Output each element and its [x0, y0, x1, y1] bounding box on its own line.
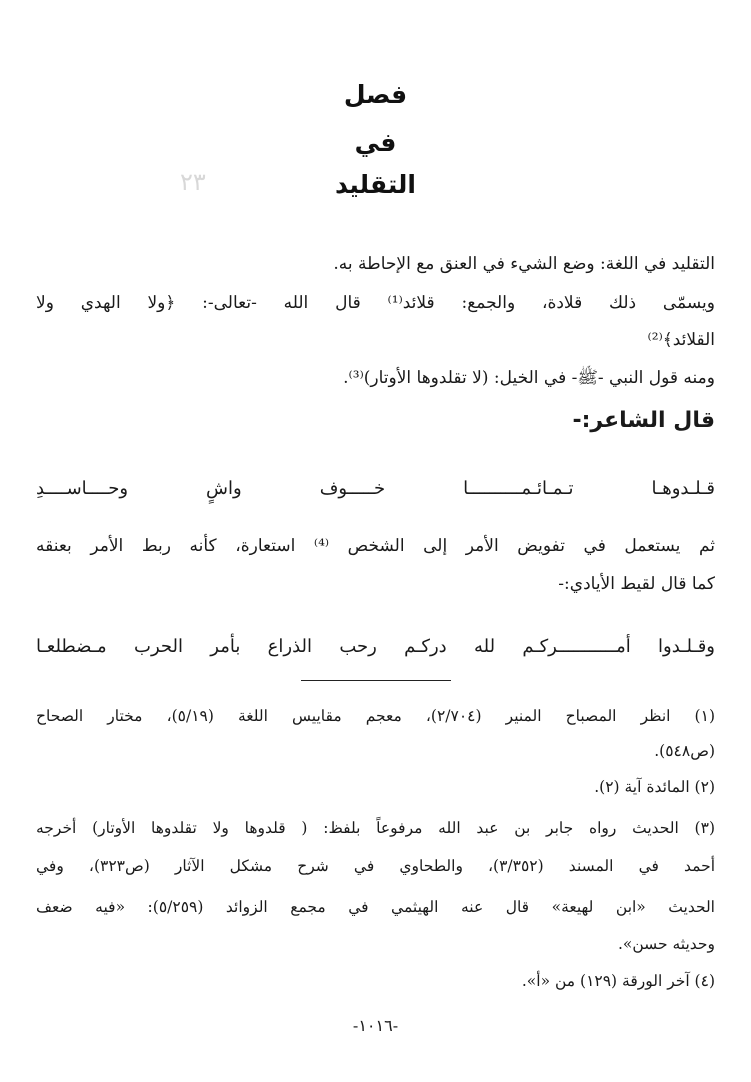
verse-2-word: الذراع [267, 636, 313, 657]
footnote-1-line-2: (ص٥٤٨). [654, 742, 715, 760]
paragraph-naming-line-2: القلائد﴾⁽²⁾ [647, 330, 715, 350]
paragraph-naming-line-1: ويسمّى ذلك قلادة، والجمع: قلائد⁽¹⁾ قال الله -تعالى-: ﴿ولا الهدي ولا [36, 293, 715, 313]
paragraph-metaphor-line-2: كما قال لقيط الأيادي:- [558, 574, 715, 594]
footnote-4: (٤) آخر الورقة (١٢٩) من «أ». [521, 972, 715, 990]
footnote-2: (٢) المائدة آية (٢). [594, 778, 715, 796]
paragraph-hadith: ومنه قول النبي -ﷺ- في الخيل: (لا تقلدوها الأوتار)⁽³⁾. [343, 368, 715, 388]
poet-heading: قال الشاعر:- [572, 408, 715, 433]
verse-2-word: أمـــــــــــركـم [522, 636, 631, 657]
footnote-3-line-4: وحديثه حسن». [617, 935, 715, 953]
verse-2-word: رحب [339, 636, 377, 657]
footnote-3-line-3: الحديث «ابن لهيعة» قال عنه الهيثمي في مجمع الزوائد (٥/٢٥٩): «فيه ضعف [36, 898, 715, 916]
page-number: -١٠١٦- [352, 1016, 399, 1035]
chapter-title-line-1: فصل [343, 80, 408, 109]
footnote-1-line-1: (١) انظر المصباح المنير (٢/٧٠٤)، معجم مقاييس اللغة (٥/١٩)، مختار الصحاح [36, 707, 715, 725]
paragraph-definition: التقليد في اللغة: وضع الشيء في العنق مع الإحاطة به. [333, 254, 715, 274]
verse-1-word: تـمـائـمــــــــــا [463, 478, 574, 499]
verse-1-word: واشٍ [206, 478, 242, 499]
chapter-title-line-2: في [354, 128, 397, 157]
verse-2-word: دركـم [404, 636, 447, 657]
footnote-3-line-1: (٣) الحديث رواه جابر بن عبد الله مرفوعاً بلفظ: ( قلدوها ولا تقلدوها الأوتار) أخرجه [36, 819, 715, 837]
verse-2-word: بأمر [210, 636, 241, 657]
verse-2-word: مـضطلعـا [36, 636, 107, 657]
chapter-title-line-3: التقليد [334, 170, 416, 199]
verse-1-word: وحــــاســــدِ [36, 478, 129, 499]
verse-1-word: قـلـدوهـا [651, 478, 715, 499]
verse-1-word: خـــــوف [319, 478, 386, 499]
paragraph-metaphor-line-1: ثم يستعمل في تفويض الأمر إلى الشخص ⁽⁴⁾ استعارة، كأنه ربط الأمر بعنقه [36, 536, 715, 556]
verse-line-1 [36, 478, 715, 499]
faint-page-mark: ٢٣ [180, 168, 206, 196]
verse-2-word: الحرب [134, 636, 183, 657]
footnote-3-line-2: أحمد في المسند (٣/٣٥٢)، والطحاوي في شرح مشكل الآثار (ص٣٢٣)، وفي [36, 857, 715, 875]
verse-2-word: لله [473, 636, 496, 657]
verse-2-word: وقـلـدوا [658, 636, 715, 657]
verse-line-2 [36, 636, 715, 657]
footnote-separator [301, 680, 451, 681]
